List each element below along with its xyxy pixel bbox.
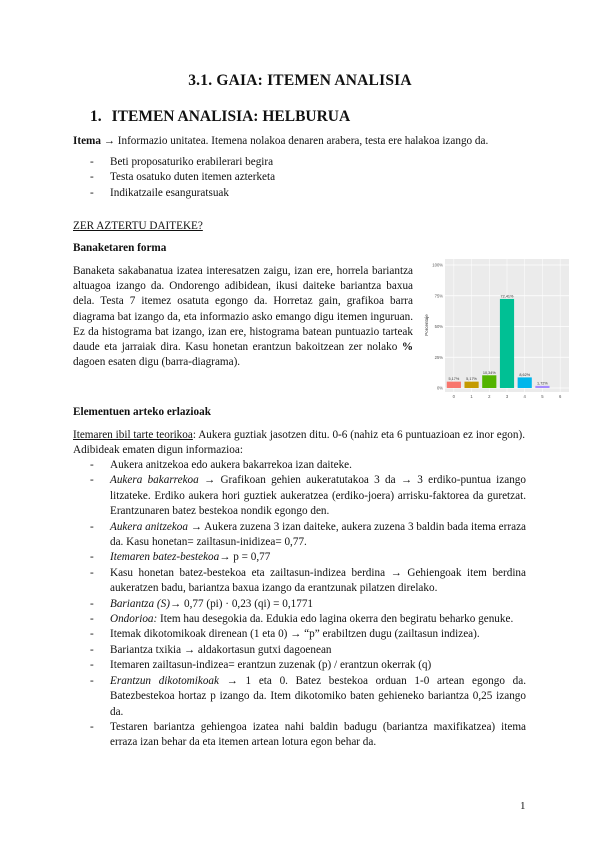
range-term: Itemaren ibil tarte teorikoa [73, 429, 193, 441]
list-item: - Aukera anitzekoa edo aukera bakarrekoa izan daiteke. [90, 458, 526, 473]
list-item: - Itemak dikotomikoak direnean (1 eta 0) → “p” erabiltzen dugu (zailtasun indizea). [90, 627, 526, 642]
elementuen-heading: Elementuen arteko erlazioak [73, 406, 211, 418]
analysis-list [90, 458, 526, 751]
list-item: - Itemaren zailtasun-indizea= erantzun zuzenak (p) / erantzun okerrak (q) [90, 658, 526, 673]
page-title: 3.1. GAIA: ITEMEN ANALISIA [188, 72, 412, 89]
section-title: ITEMEN ANALISIA: HELBURUA [111, 108, 351, 125]
list-item: - Aukera anitzekoa → Aukera zuzena 3 izan daiteke, aukera zuzena 3 baldin bada itema erraza da. Kasu honetan= zailtasun-inidizea= 0,77. [90, 520, 526, 551]
bar [482, 375, 496, 388]
chart-y-axis-label: Porcentaje [424, 314, 429, 336]
subheading: ZER AZTERTU DAITEKE? [73, 220, 203, 232]
y-tick-label: 0% [436, 385, 443, 391]
list-item: - Bariantza txikia → aldakortasun gutxi dagoenean [90, 643, 526, 658]
x-tick-label: 6 [558, 394, 562, 399]
intro-list [90, 155, 510, 201]
y-tick-label: 50% [434, 324, 443, 329]
list-item: - Aukera bakarrekoa → Grafikoan gehien aukeratutakoa 3 da → 3 erdiko-puntua izango litzateke. Erdiko aukera hori guztiek aukeratzea (erdiko-joera) arrisku-faktorea da guretzat. Erantzunaren batez bestekoa nondik egongo den. [90, 473, 526, 519]
banaketa-text [73, 264, 413, 370]
x-tick-label: 0 [452, 394, 456, 399]
bar-value-label: 8,62% [519, 372, 531, 377]
bar-value-label: 72,41% [500, 294, 514, 299]
range-text: : Aukera guztiak jasotzen ditu. 0-6 (nahiz eta 6 puntuazioan ez inor egon). Adibideak ematen digun informazioa: [73, 429, 525, 457]
x-tick-label: 4 [523, 394, 526, 399]
list-item: - Itemaren batez-bestekoa→ p = 0,77 [90, 550, 526, 565]
y-tick-label: 100% [432, 262, 443, 268]
banaketa-text-a: Banaketa sakabanatua izatea interesatzen zaigu, izan ere, horrela bariantza altuagoa izango da. Ondorengo adibidean, ikusi daiteke bariantza baxua dela. Testa 7 itemez osatuta egongo da. Horretaz gain, grafikoa barra diagrama bat izango da, eta informazio asko emango digu itemen inguruan. Ez da histograma bat izango, izan ere, histograma batean puntuazio tarteak daude eta jarraiak dira. Kasu honetan erantzun bakoitzean zer nolako [73, 265, 413, 354]
list-item: - Ondorioa: Item hau desegokia da. Edukia edo lagina okerra den begiratu beharko genuke. [90, 612, 526, 627]
intro-definition [73, 134, 488, 149]
x-tick-label: 2 [488, 394, 491, 399]
bar [500, 299, 514, 388]
list-item: - Testaren bariantza gehiengoa izatea nahi baldin badugu (bariantza maxifikatzea) itema erraza izan behar da eta itemen artean lotura egon behar da. [90, 720, 526, 751]
bar [447, 382, 461, 388]
section-heading [90, 108, 350, 126]
page-number: 1 [520, 800, 526, 812]
banaketa-percent: % [401, 341, 413, 354]
x-tick-label: 5 [541, 394, 544, 399]
intro-term: Itema [73, 135, 101, 147]
intro-arrow: → [100, 135, 118, 147]
bar-value-label: 1,72% [537, 381, 548, 386]
banaketa-heading: Banaketaren forma [73, 242, 167, 254]
x-tick-label: 1 [470, 394, 473, 399]
y-tick-label: 25% [434, 354, 443, 360]
intro-text: Informazio unitatea. Itemena nolakoa denaren arabera, testa ere halakoa izango da. [117, 135, 489, 147]
section-number: 1. [90, 108, 102, 125]
list-item: - Testa osatuko duten itemen azterketa [90, 170, 510, 185]
y-tick-label: 75% [434, 293, 443, 299]
bar-value-label: 5,17% [466, 377, 477, 382]
bar [518, 377, 532, 388]
list-item: - Beti proposaturiko erabilerari begira [90, 155, 510, 170]
list-item: - Indikatzaile esanguratsuak [90, 186, 510, 201]
list-item: - Bariantza (S)→ 0,77 (pi) · 0,23 (qi) = 0,1771 [90, 597, 526, 612]
bar-value-label: 10,34% [482, 370, 496, 375]
bar [464, 382, 478, 388]
banaketa-text-b: dagoen esaten digu (barra-diagrama). [73, 356, 241, 369]
x-tick-label: 3 [505, 394, 509, 399]
bar-chart [421, 255, 573, 403]
bar [535, 386, 549, 388]
range-paragraph [73, 428, 525, 459]
list-item: - Erantzun dikotomikoak → 1 eta 0. Batez bestekoa orduan 1-0 artean egongo da. Batezbestekoa hortaz p izango da. Item dikotomiko baten gehieneko bariantza 0,25 izango da. [90, 674, 526, 720]
bar-value-label: 5,17% [448, 377, 460, 382]
list-item: - Kasu honetan batez-bestekoa eta zailtasun-indizea berdina → Gehiengoak item berdina aukeratzen badu, bariantza baxua izango da erantzunak pilatzen direlako. [90, 566, 526, 597]
